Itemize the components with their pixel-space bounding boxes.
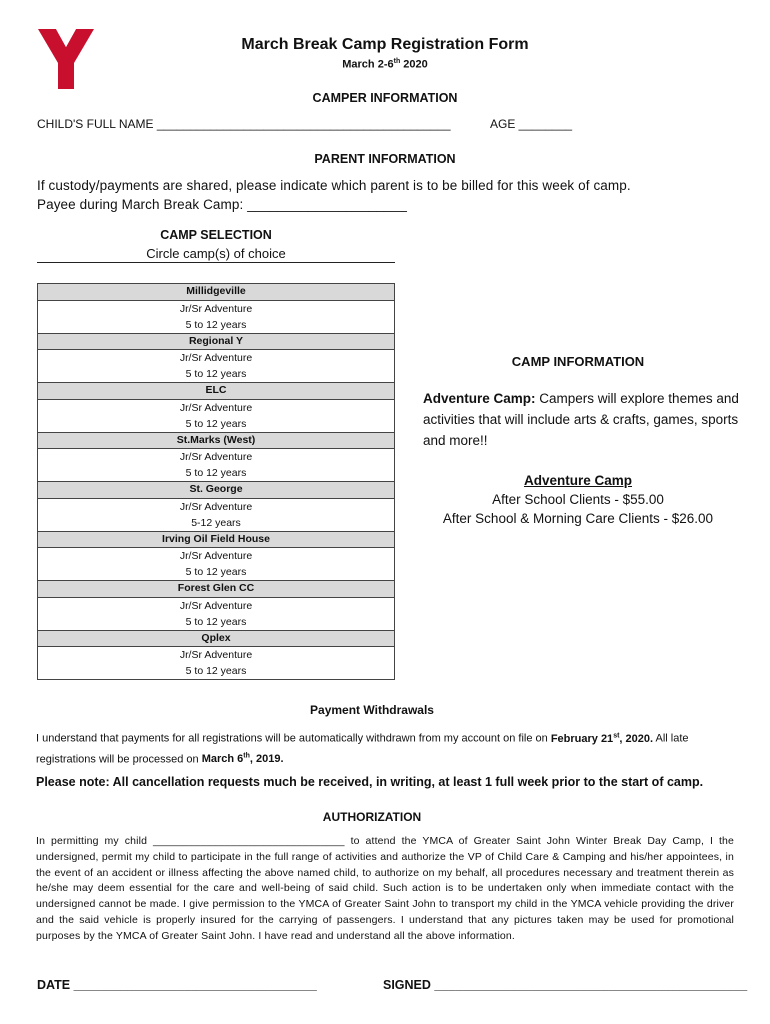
custody-note: If custody/payments are shared, please indicate which parent is to be billed for this week of camp. bbox=[37, 178, 631, 193]
adventure-camp-title: Adventure Camp bbox=[523, 473, 633, 488]
form-title: March Break Camp Registration Form bbox=[241, 36, 529, 53]
camp-option-row bbox=[38, 597, 395, 630]
cancellation-note: Please note: All cancellation requests much be received, in writing, at least 1 full week prior to the start of camp. bbox=[36, 775, 704, 789]
camp-dates: March 2-6th 2020 bbox=[342, 58, 428, 71]
camp-program: Jr/Sr Adventure bbox=[179, 352, 253, 364]
price-after-school: After School Clients - $55.00 bbox=[492, 492, 664, 507]
camp-ages: 5-12 years bbox=[191, 516, 241, 529]
authorization-text: In permitting my child ________________________________ to attend the YMCA of Greater Saint John Winter Break Day Camp, I the undersigned, permit my child to participate in the full range of activities and authorize the VP of Child Care & Camping and his/her appointees, in the event of an accident or illness affecting the above named child, to authorize on my behalf, all procedures necessary and treatment therein as he/she may deem essential for the care and well-being of said child. Such action is to be undertaken only when immediate contact with the undersigned cannot be made. I give permission to the YMCA of Greater Saint John to transport my child in the YMCA vehicle providing the driver and the said vehicle is properly insured for the carrying of passengers. I understand that any pictures taken may be used for promotional purposes by the YMCA of Greater Saint John. I have read and understand all the above information. bbox=[36, 835, 734, 942]
parent-info-heading: PARENT INFORMATION bbox=[314, 152, 456, 166]
payment-withdrawals-text: I understand that payments for all registrations will be automatically withdrawn from my account on file on February 21st, 2020. All late registrations will be processed on March 6th, 2019. bbox=[36, 732, 689, 766]
price-morning-care: After School & Morning Care Clients - $26.00 bbox=[442, 511, 714, 526]
camp-program: Jr/Sr Adventure bbox=[179, 649, 253, 661]
camp-location-row bbox=[38, 482, 395, 499]
camp-ages: 5 to 12 years bbox=[185, 665, 247, 677]
camp-location[interactable]: Irving Oil Field House bbox=[38, 531, 395, 548]
camp-location-row bbox=[38, 284, 395, 301]
camp-ages: 5 to 12 years bbox=[185, 368, 247, 380]
camp-selection-table bbox=[37, 283, 395, 680]
camp-location-row bbox=[38, 333, 395, 350]
camp-location[interactable]: St. George bbox=[38, 482, 395, 499]
camp-option-row bbox=[38, 548, 395, 581]
camp-ages: 5 to 12 years bbox=[185, 566, 247, 578]
authorization-heading: AUTHORIZATION bbox=[322, 810, 422, 824]
date-field[interactable]: DATE ___________________________________ bbox=[37, 978, 317, 992]
camp-option[interactable] bbox=[38, 498, 395, 531]
camp-location[interactable]: ELC bbox=[38, 383, 395, 400]
camp-option[interactable] bbox=[38, 597, 395, 630]
camp-option[interactable] bbox=[38, 399, 395, 432]
payee-field[interactable]: Payee during March Break Camp: _____________________ bbox=[37, 197, 407, 212]
camp-location[interactable]: Qplex bbox=[38, 630, 395, 647]
camp-option[interactable] bbox=[38, 548, 395, 581]
camp-location-row bbox=[38, 630, 395, 647]
camp-ages: 5 to 12 years bbox=[185, 318, 247, 331]
camp-option-row bbox=[38, 300, 395, 333]
camp-location-row bbox=[38, 383, 395, 400]
payment-withdrawals-heading: Payment Withdrawals bbox=[310, 703, 434, 717]
camp-info-heading: CAMP INFORMATION bbox=[511, 354, 645, 369]
camp-ages: 5 to 12 years bbox=[185, 417, 247, 430]
camp-ages: 5 to 12 years bbox=[185, 615, 247, 628]
camp-selection-subheading: Circle camp(s) of choice bbox=[37, 246, 395, 263]
camp-program: Jr/Sr Adventure bbox=[179, 401, 253, 414]
camp-option-row bbox=[38, 498, 395, 531]
camp-program: Jr/Sr Adventure bbox=[179, 500, 253, 513]
camp-option[interactable] bbox=[38, 647, 395, 680]
camp-info-description: Adventure Camp: Campers will explore themes and activities that will include arts & crafts, games, sports and more!! bbox=[423, 391, 739, 448]
signature-field[interactable]: SIGNED _____________________________________________ bbox=[383, 978, 748, 992]
camp-program: Jr/Sr Adventure bbox=[179, 302, 253, 315]
camp-option-row bbox=[38, 647, 395, 680]
camp-option[interactable] bbox=[38, 449, 395, 482]
camp-program: Jr/Sr Adventure bbox=[179, 550, 253, 562]
age-field[interactable]: AGE ________ bbox=[490, 117, 573, 131]
camp-option-row bbox=[38, 449, 395, 482]
camp-location-row bbox=[38, 531, 395, 548]
child-name-field[interactable]: CHILD'S FULL NAME ____________________________________________ bbox=[37, 117, 451, 131]
camp-location[interactable]: Millidgeville bbox=[38, 284, 395, 301]
camp-program: Jr/Sr Adventure bbox=[179, 451, 253, 463]
camp-option-row bbox=[38, 350, 395, 383]
camp-location-row bbox=[38, 581, 395, 598]
camp-option-row bbox=[38, 399, 395, 432]
camp-option[interactable] bbox=[38, 350, 395, 383]
camp-location-row bbox=[38, 432, 395, 449]
camp-location[interactable]: Regional Y bbox=[38, 333, 395, 350]
camper-info-heading: CAMPER INFORMATION bbox=[312, 91, 458, 105]
camp-location[interactable]: St.Marks (West) bbox=[38, 432, 395, 449]
camp-option[interactable] bbox=[38, 300, 395, 333]
camp-ages: 5 to 12 years bbox=[185, 467, 247, 479]
camp-program: Jr/Sr Adventure bbox=[179, 599, 253, 612]
camp-selection-heading: CAMP SELECTION bbox=[160, 228, 272, 242]
camp-location[interactable]: Forest Glen CC bbox=[38, 581, 395, 598]
